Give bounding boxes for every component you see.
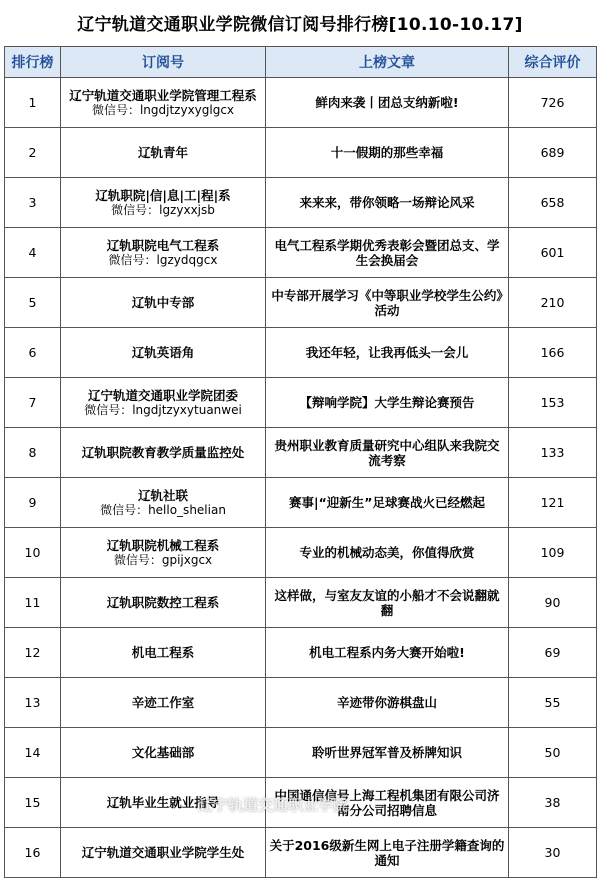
rank-cell: 11	[5, 578, 61, 628]
article-title[interactable]: 聆听世界冠军普及桥牌知识	[266, 728, 509, 778]
account-cell	[61, 278, 266, 328]
account-cell	[61, 228, 266, 278]
rank-cell: 13	[5, 678, 61, 728]
score-cell: 121	[509, 478, 597, 528]
account-name[interactable]: 辽轨毕业生就业指导	[106, 795, 220, 810]
article-title[interactable]: 赛事|“迎新生”足球赛战火已经燃起	[266, 478, 509, 528]
score-cell: 90	[509, 578, 597, 628]
table-row	[5, 528, 597, 578]
score-cell: 69	[509, 628, 597, 678]
article-title[interactable]: 关于2016级新生网上电子注册学籍查询的通知	[266, 828, 509, 878]
account-cell	[61, 578, 266, 628]
score-cell: 658	[509, 178, 597, 228]
account-cell	[61, 178, 266, 228]
rank-cell: 14	[5, 728, 61, 778]
account-name[interactable]: 辽宁轨道交通职业学院学生处	[81, 845, 245, 860]
ranking-table	[4, 46, 597, 878]
account-name[interactable]: 辽轨中专部	[131, 295, 195, 310]
article-title[interactable]: 专业的机械动态美，你值得欣赏	[266, 528, 509, 578]
score-cell: 30	[509, 828, 597, 878]
table-row	[5, 78, 597, 128]
article-title[interactable]: 十一假期的那些幸福	[266, 128, 509, 178]
account-cell	[61, 78, 266, 128]
rank-cell: 4	[5, 228, 61, 278]
table-row	[5, 228, 597, 278]
article-title[interactable]: 这样做，与室友友谊的小船才不会说翻就翻	[266, 578, 509, 628]
score-cell: 55	[509, 678, 597, 728]
header-score: 综合评价	[509, 47, 597, 78]
rank-cell: 2	[5, 128, 61, 178]
rank-cell: 12	[5, 628, 61, 678]
score-cell: 601	[509, 228, 597, 278]
account-cell	[61, 428, 266, 478]
rank-cell: 10	[5, 528, 61, 578]
rank-cell: 6	[5, 328, 61, 378]
article-title[interactable]: 电气工程系学期优秀表彰会暨团总支、学生会换届会	[266, 228, 509, 278]
account-name[interactable]: 辽轨英语角	[131, 345, 195, 360]
score-cell: 133	[509, 428, 597, 478]
table-body	[5, 78, 597, 878]
table-row	[5, 478, 597, 528]
account-name[interactable]: 辽轨职院电气工程系	[106, 237, 220, 253]
account-name[interactable]: 辛迹工作室	[131, 695, 195, 710]
account-cell	[61, 828, 266, 878]
account-name[interactable]: 机电工程系	[131, 645, 195, 660]
score-cell: 166	[509, 328, 597, 378]
account-name[interactable]: 文化基础部	[131, 745, 195, 760]
rank-cell: 9	[5, 478, 61, 528]
watermark: 辽宁轨道交通职业学院	[198, 796, 349, 814]
table-header-row	[5, 47, 597, 78]
wechat-id: 微信号：lgzydqgcx	[108, 252, 218, 267]
score-cell: 689	[509, 128, 597, 178]
account-name[interactable]: 辽轨职院|信|息|工|程|系	[95, 187, 231, 203]
article-title[interactable]: 辛迹带你游棋盘山	[266, 678, 509, 728]
account-name[interactable]: 辽宁轨道交通职业学院团委	[87, 387, 238, 403]
rank-cell: 16	[5, 828, 61, 878]
header-rank: 排行榜	[5, 47, 61, 78]
score-cell: 210	[509, 278, 597, 328]
header-account: 订阅号	[61, 47, 266, 78]
wechat-id: 微信号：gpijxgcx	[113, 552, 213, 567]
score-cell: 50	[509, 728, 597, 778]
article-title[interactable]: 贵州职业教育质量研究中心组队来我院交流考察	[266, 428, 509, 478]
account-cell	[61, 478, 266, 528]
rank-cell: 3	[5, 178, 61, 228]
table-row	[5, 278, 597, 328]
article-title[interactable]: 【辩响学院】大学生辩论赛预告	[266, 378, 509, 428]
account-cell	[61, 378, 266, 428]
table-row	[5, 328, 597, 378]
table-row	[5, 728, 597, 778]
article-title[interactable]: 中国通信信号上海工程机集团有限公司济南分公司招聘信息	[266, 778, 509, 828]
article-title[interactable]: 机电工程系内务大赛开始啦!	[266, 628, 509, 678]
account-name[interactable]: 辽轨社联	[137, 487, 188, 503]
rank-cell: 15	[5, 778, 61, 828]
wechat-id: 微信号：lngdjtzyxytuanwei	[84, 402, 242, 417]
table-row	[5, 828, 597, 878]
account-cell	[61, 678, 266, 728]
account-name[interactable]: 辽轨职院数控工程系	[106, 595, 220, 610]
account-cell	[61, 128, 266, 178]
table-row	[5, 678, 597, 728]
score-cell: 38	[509, 778, 597, 828]
account-cell	[61, 778, 266, 828]
account-cell	[61, 328, 266, 378]
rank-cell: 7	[5, 378, 61, 428]
score-cell: 109	[509, 528, 597, 578]
article-title[interactable]: 来来来，带你领略一场辩论风采	[266, 178, 509, 228]
table-row	[5, 428, 597, 478]
page-title: 辽宁轨道交通职业学院微信订阅号排行榜[10.10-10.17]	[77, 14, 523, 35]
wechat-id: 微信号：lgzyxxjsb	[111, 202, 215, 217]
table-row	[5, 778, 597, 828]
account-name[interactable]: 辽轨职院机械工程系	[106, 537, 220, 553]
wechat-id: 微信号：lngdjtzyxyglgcx	[91, 102, 235, 117]
table-row	[5, 178, 597, 228]
article-title[interactable]: 我还年轻，让我再低头一会儿	[266, 328, 509, 378]
account-name[interactable]: 辽轨青年	[137, 145, 188, 160]
score-cell: 726	[509, 78, 597, 128]
account-name[interactable]: 辽宁轨道交通职业学院管理工程系	[69, 87, 257, 103]
article-title[interactable]: 鲜肉来袭丨团总支纳新啦!	[266, 78, 509, 128]
table-row	[5, 128, 597, 178]
table-row	[5, 378, 597, 428]
account-cell	[61, 728, 266, 778]
rank-cell: 8	[5, 428, 61, 478]
account-cell	[61, 528, 266, 578]
account-cell	[61, 628, 266, 678]
rank-cell: 1	[5, 78, 61, 128]
table-row	[5, 578, 597, 628]
wechat-id: 微信号：hello_shelian	[100, 502, 226, 517]
article-title[interactable]: 中专部开展学习《中等职业学校学生公约》活动	[266, 278, 509, 328]
rank-cell: 5	[5, 278, 61, 328]
score-cell: 153	[509, 378, 597, 428]
account-name[interactable]: 辽轨职院教育教学质量监控处	[81, 445, 245, 460]
table-row	[5, 628, 597, 678]
header-article: 上榜文章	[266, 47, 509, 78]
